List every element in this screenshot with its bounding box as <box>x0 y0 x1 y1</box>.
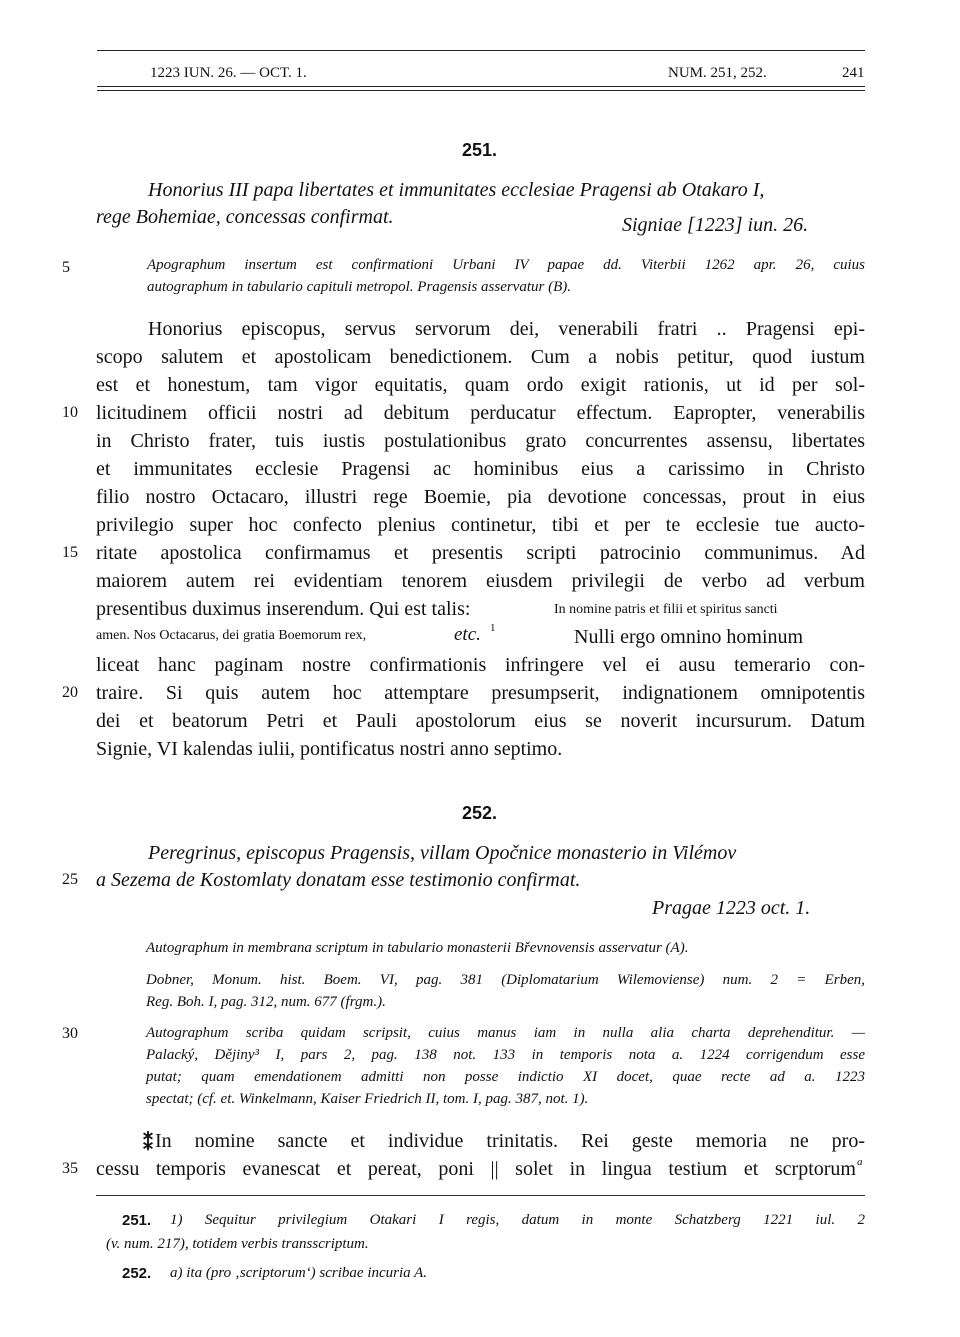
doc-251-etc: etc. <box>454 624 481 645</box>
doc-251-text-line: ritate apostolica confirmamus et presentis scripti patrocinio communimus. Ad <box>96 542 865 564</box>
footnote-rule <box>96 1195 865 1196</box>
header-rule-2 <box>97 90 865 91</box>
doc-251-text-line: Honorius episcopus, servus servorum dei, venerabili fratri .. Pragensi epi- <box>148 318 865 340</box>
doc-251-source-note-line1: Apographum insertum est confirmationi Urbani IV papae dd. Viterbii 1262 apr. 26, cuius <box>147 257 865 273</box>
doc-252-edition-note-line1: Dobner, Monum. hist. Boem. VI, pag. 381 (Diplomatarium Wilemoviense) num. 2 = Erben, <box>146 972 865 988</box>
line-number: 30 <box>62 1025 78 1042</box>
line-number: 20 <box>62 684 78 701</box>
doc-252-commentary-line4: spectat; (cf. et. Winkelmann, Kaiser Friedrich II, tom. I, pag. 387, not. 1). <box>146 1091 589 1107</box>
doc-251-text-line: dei et beatorum Petri et Pauli apostolorum eius se noverit incursurum. Datum <box>96 710 865 732</box>
doc-251-place-date: Signiae [1223] iun. 26. <box>622 214 809 236</box>
doc-252-commentary-line2: Palacký, Dějiny³ I, pars 2, pag. 138 not. 133 in temporis nota a. 1224 corrigendum esse <box>146 1047 865 1063</box>
doc-251-number: 251. <box>462 140 498 160</box>
doc-252-title-line2: a Sezema de Kostomlaty donatam esse testimonio confirmat. <box>96 869 581 891</box>
footnote-252-label <box>122 1265 151 1283</box>
doc-252-source-note: Autographum in membrana scriptum in tabulario monasterii Břevnovensis asservatur (A). <box>146 940 689 956</box>
doc-251-text-line: maiorem autem rei evidentiam tenorem eiusdem privilegii de verbo ad verbum <box>96 570 865 592</box>
doc-251-text-line: traire. Si quis autem hoc attemptare presumpserit, indignationem omnipotentis <box>96 682 865 704</box>
doc-251-inserted-text: amen. Nos Octacarus, dei gratia Boemorum rex, <box>96 628 367 643</box>
doc-251-text-line: liceat hanc paginam nostre confirmationis infringere vel ei ausu temerario con- <box>96 654 865 676</box>
footnote-251-label <box>122 1212 151 1230</box>
footnote-251-number: 251. <box>122 1212 152 1229</box>
footnote-252-text: a) ita (pro ‚scriptorum‘) scribae incuria A. <box>170 1265 428 1281</box>
chrismon-mark-icon: ⁑ <box>143 1133 153 1155</box>
footnote-ref-1: 1 <box>490 622 496 634</box>
line-number: 25 <box>62 871 78 888</box>
doc-251-text-line: est et honestum, tam vigor equitatis, quam ordo exigit rationis, ut id per sol- <box>96 374 865 396</box>
footnote-251-line2: (v. num. 217), totidem verbis transscriptum. <box>106 1236 369 1252</box>
doc-252-number: 252. <box>462 803 498 823</box>
line-number: 35 <box>62 1160 78 1177</box>
line-number: 5 <box>62 259 70 276</box>
doc-252-commentary-line3: putat; quam emendationem admitti non posse indictio XI docet, quae recte ad a. 1223 <box>146 1069 865 1085</box>
doc-251-title-line1: Honorius III papa libertates et immunitates ecclesiae Pragensi ab Otakaro I, <box>148 179 765 201</box>
doc-251-inserted-text: In nomine patris et filii et spiritus sancti <box>554 602 778 617</box>
doc-251-text-line12-main: presentibus duximus inserendum. Qui est talis: <box>96 598 471 620</box>
doc-251-source-note-line2: autographum in tabulario capituli metropol. Pragensis asservatur (B). <box>147 279 572 295</box>
top-rule <box>97 50 865 51</box>
doc-251-text-line: filio nostro Octacaro, illustri rege Boemie, pia devotione concessas, prout in eius <box>96 486 865 508</box>
doc-252-text-line2: cessu temporis evanescat et pereat, poni || solet in lingua testium et scrptorum <box>96 1158 856 1180</box>
doc-251-text-line: in Christo frater, tuis iustis postulationibus grato concurrentes assensu, libertates <box>96 430 865 452</box>
doc-251-text-line13-main: Nulli ergo omnino hominum <box>574 626 804 648</box>
doc-251-title-line2: rege Bohemiae, concessas confirmat. <box>96 206 394 228</box>
doc-252-text-line1: In nomine sancte et individue trinitatis. Rei geste memoria ne pro- <box>155 1130 865 1152</box>
doc-252-place-date: Pragae 1223 oct. 1. <box>652 897 811 919</box>
doc-251-text-line: privilegio super hoc confecto plenius continetur, tibi et per te ecclesie tue aucto- <box>96 514 865 536</box>
footnote-ref-a: a <box>857 1156 863 1168</box>
doc-252-commentary-line1: Autographum scriba quidam scripsit, cuius manus iam in nulla alia charta deprehenditur. — <box>146 1025 865 1041</box>
header-doc-numbers: NUM. 251, 252. <box>668 65 767 81</box>
doc-251-last-line: Signie, VI kalendas iulii, pontificatus nostri anno septimo. <box>96 738 563 760</box>
doc-252-title-line1: Peregrinus, episcopus Pragensis, villam Opočnice monasterio in Vilémov <box>148 842 737 864</box>
footnote-252-number: 252. <box>122 1265 152 1282</box>
header-date-range: 1223 IUN. 26. — OCT. 1. <box>150 65 307 81</box>
footnote-251-line1: 1) Sequitur privilegium Otakari I regis, datum in monte Schatzberg 1221 iul. 2 <box>170 1212 865 1228</box>
doc-251-text-line: scopo salutem et apostolicam benedictionem. Cum a nobis petitur, quod iustum <box>96 346 865 368</box>
doc-251-text-line: licitudinem officii nostri ad debitum perducatur effectum. Eapropter, venerabilis <box>96 402 865 424</box>
doc-252-edition-note-line2: Reg. Boh. I, pag. 312, num. 677 (frgm.). <box>146 994 386 1010</box>
doc-251-text-line: et immunitates ecclesie Pragensi ac hominibus eius a carissimo in Christo <box>96 458 865 480</box>
line-number: 10 <box>62 404 78 421</box>
page-number: 241 <box>842 65 865 81</box>
header-rule-1 <box>97 86 865 87</box>
line-number: 15 <box>62 544 78 561</box>
